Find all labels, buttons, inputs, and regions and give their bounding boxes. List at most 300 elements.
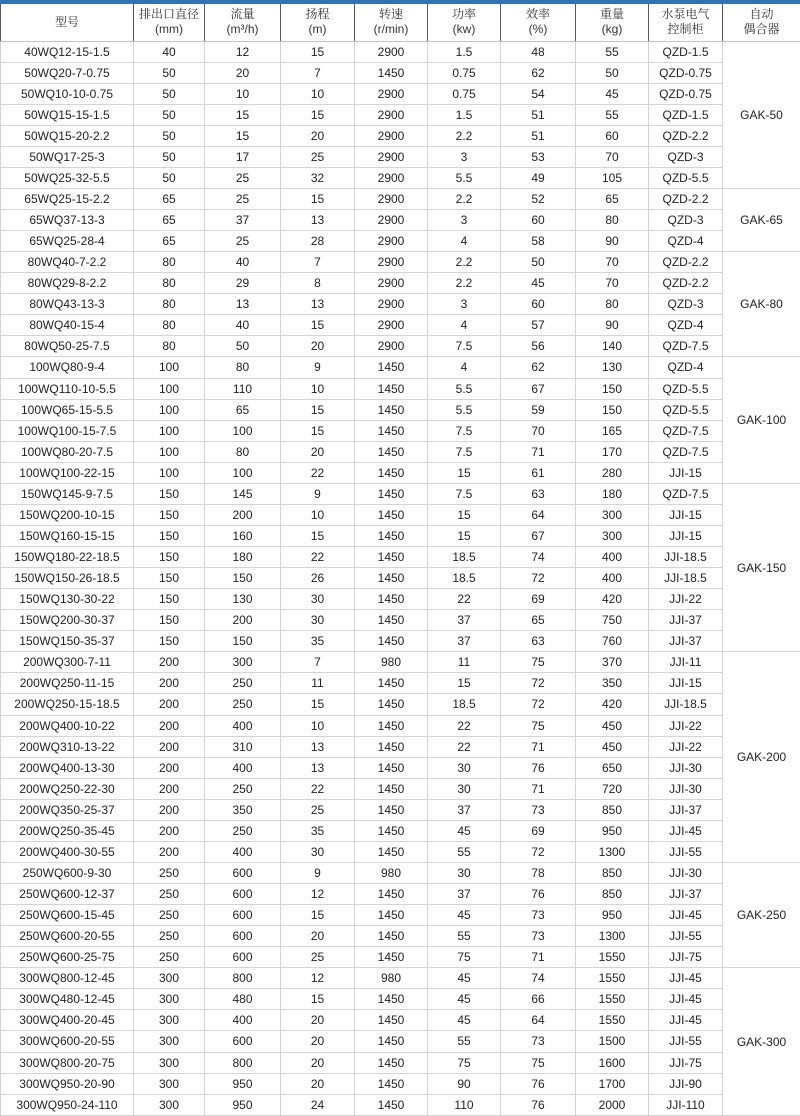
cell-power: 45 xyxy=(428,1010,501,1031)
cell-model: 250WQ600-9-30 xyxy=(1,862,134,883)
cell-power: 7.5 xyxy=(428,441,501,462)
cell-power: 18.5 xyxy=(428,547,501,568)
column-header-speed-line1: 转速 xyxy=(378,7,403,22)
cell-efficiency: 62 xyxy=(501,357,576,378)
cell-power: 45 xyxy=(428,989,501,1010)
cell-weight: 1550 xyxy=(576,1010,649,1031)
cell-speed: 1450 xyxy=(355,357,428,378)
cell-speed: 2900 xyxy=(355,125,428,146)
cell-weight: 350 xyxy=(576,673,649,694)
cell-weight: 1300 xyxy=(576,841,649,862)
cell-model: 250WQ600-15-45 xyxy=(1,905,134,926)
table-row xyxy=(1,294,800,315)
cell-cabinet: JJI-37 xyxy=(649,884,723,905)
cell-speed: 2900 xyxy=(355,252,428,273)
table-row xyxy=(1,167,800,188)
column-header-coupler xyxy=(723,4,800,41)
cell-speed: 1450 xyxy=(355,799,428,820)
cell-diameter: 200 xyxy=(134,820,205,841)
cell-diameter: 200 xyxy=(134,715,205,736)
cell-speed: 1450 xyxy=(355,1073,428,1094)
cell-head: 12 xyxy=(281,884,355,905)
cell-weight: 55 xyxy=(576,41,649,62)
cell-cabinet: JJI-55 xyxy=(649,841,723,862)
cell-cabinet: QZD-2.2 xyxy=(649,125,723,146)
cell-speed: 1450 xyxy=(355,441,428,462)
cell-speed: 1450 xyxy=(355,610,428,631)
cell-efficiency: 59 xyxy=(501,399,576,420)
cell-efficiency: 53 xyxy=(501,146,576,167)
table-row xyxy=(1,968,800,989)
cell-diameter: 100 xyxy=(134,378,205,399)
cell-model: 200WQ400-30-55 xyxy=(1,841,134,862)
cell-speed: 2900 xyxy=(355,188,428,209)
cell-efficiency: 58 xyxy=(501,231,576,252)
cell-power: 11 xyxy=(428,652,501,673)
cell-flow: 950 xyxy=(205,1094,281,1115)
cell-cabinet: JJI-15 xyxy=(649,462,723,483)
cell-diameter: 200 xyxy=(134,799,205,820)
cell-power: 7.5 xyxy=(428,483,501,504)
cell-flow: 15 xyxy=(205,125,281,146)
cell-model: 300WQ400-20-45 xyxy=(1,1010,134,1031)
cell-head: 13 xyxy=(281,757,355,778)
cell-cabinet: JJI-110 xyxy=(649,1094,723,1115)
cell-speed: 1450 xyxy=(355,694,428,715)
cell-power: 75 xyxy=(428,1052,501,1073)
cell-power: 3 xyxy=(428,210,501,231)
cell-power: 30 xyxy=(428,757,501,778)
cell-speed: 1450 xyxy=(355,568,428,589)
cell-cabinet: QZD-5.5 xyxy=(649,378,723,399)
cell-speed: 1450 xyxy=(355,1094,428,1115)
cell-cabinet: JJI-22 xyxy=(649,736,723,757)
cell-diameter: 150 xyxy=(134,504,205,525)
cell-head: 22 xyxy=(281,547,355,568)
cell-speed: 2900 xyxy=(355,167,428,188)
column-header-head-line1: 扬程 xyxy=(305,7,330,22)
cell-speed: 2900 xyxy=(355,104,428,125)
cell-power: 7.5 xyxy=(428,336,501,357)
cell-head: 20 xyxy=(281,1052,355,1073)
column-header-flow-line1: 流量 xyxy=(230,7,255,22)
cell-weight: 1700 xyxy=(576,1073,649,1094)
cell-model: 50WQ25-32-5.5 xyxy=(1,167,134,188)
column-header-cabinet-line1: 水泵电气 xyxy=(661,7,710,22)
cell-head: 7 xyxy=(281,62,355,83)
column-header-model xyxy=(1,4,134,41)
column-header-weight-line2: (kg) xyxy=(601,22,623,37)
cell-cabinet: JJI-45 xyxy=(649,989,723,1010)
cell-model: 65WQ25-15-2.2 xyxy=(1,188,134,209)
cell-weight: 850 xyxy=(576,884,649,905)
cell-cabinet: QZD-7.5 xyxy=(649,336,723,357)
cell-model: 200WQ350-25-37 xyxy=(1,799,134,820)
cell-model: 150WQ150-26-18.5 xyxy=(1,568,134,589)
cell-model: 50WQ10-10-0.75 xyxy=(1,83,134,104)
cell-cabinet: QZD-5.5 xyxy=(649,167,723,188)
cell-head: 15 xyxy=(281,188,355,209)
table-row xyxy=(1,652,800,673)
cell-flow: 300 xyxy=(205,652,281,673)
table-row xyxy=(1,41,800,62)
cell-diameter: 100 xyxy=(134,399,205,420)
cell-diameter: 200 xyxy=(134,736,205,757)
cell-flow: 130 xyxy=(205,589,281,610)
cell-efficiency: 62 xyxy=(501,62,576,83)
cell-flow: 180 xyxy=(205,547,281,568)
cell-efficiency: 72 xyxy=(501,841,576,862)
table-row xyxy=(1,104,800,125)
cell-weight: 130 xyxy=(576,357,649,378)
cell-diameter: 300 xyxy=(134,968,205,989)
column-header-efficiency-line1: 效率 xyxy=(525,7,550,22)
cell-efficiency: 73 xyxy=(501,926,576,947)
cell-power: 37 xyxy=(428,610,501,631)
cell-efficiency: 69 xyxy=(501,589,576,610)
cell-flow: 250 xyxy=(205,820,281,841)
cell-speed: 1450 xyxy=(355,462,428,483)
cell-flow: 400 xyxy=(205,715,281,736)
cell-head: 35 xyxy=(281,631,355,652)
cell-speed: 1450 xyxy=(355,841,428,862)
column-header-diameter-line1: 排出口直径 xyxy=(138,7,199,22)
cell-model: 150WQ160-15-15 xyxy=(1,525,134,546)
cell-cabinet: JJI-45 xyxy=(649,820,723,841)
cell-speed: 2900 xyxy=(355,273,428,294)
cell-power: 4 xyxy=(428,315,501,336)
cell-cabinet: QZD-7.5 xyxy=(649,483,723,504)
cell-coupler-group: GAK-50 xyxy=(723,41,800,188)
cell-speed: 1450 xyxy=(355,1010,428,1031)
column-header-weight xyxy=(576,4,649,41)
cell-efficiency: 49 xyxy=(501,167,576,188)
cell-model: 50WQ15-15-1.5 xyxy=(1,104,134,125)
cell-flow: 950 xyxy=(205,1073,281,1094)
cell-head: 11 xyxy=(281,673,355,694)
cell-power: 15 xyxy=(428,504,501,525)
cell-efficiency: 71 xyxy=(501,736,576,757)
cell-model: 100WQ80-20-7.5 xyxy=(1,441,134,462)
cell-flow: 10 xyxy=(205,83,281,104)
cell-diameter: 150 xyxy=(134,547,205,568)
cell-flow: 25 xyxy=(205,188,281,209)
cell-model: 200WQ250-35-45 xyxy=(1,820,134,841)
cell-head: 15 xyxy=(281,905,355,926)
table-row xyxy=(1,420,800,441)
cell-cabinet: QZD-1.5 xyxy=(649,41,723,62)
cell-flow: 145 xyxy=(205,483,281,504)
cell-power: 37 xyxy=(428,631,501,652)
table-row xyxy=(1,146,800,167)
cell-speed: 1450 xyxy=(355,420,428,441)
cell-weight: 850 xyxy=(576,862,649,883)
cell-diameter: 250 xyxy=(134,926,205,947)
cell-power: 18.5 xyxy=(428,568,501,589)
cell-coupler-group: GAK-200 xyxy=(723,652,800,863)
cell-diameter: 200 xyxy=(134,673,205,694)
cell-weight: 2000 xyxy=(576,1094,649,1115)
cell-cabinet: QZD-7.5 xyxy=(649,420,723,441)
cell-coupler-group: GAK-100 xyxy=(723,357,800,483)
table-row xyxy=(1,799,800,820)
cell-efficiency: 45 xyxy=(501,273,576,294)
cell-head: 28 xyxy=(281,231,355,252)
cell-cabinet: QZD-3 xyxy=(649,294,723,315)
cell-flow: 100 xyxy=(205,420,281,441)
cell-weight: 760 xyxy=(576,631,649,652)
cell-efficiency: 75 xyxy=(501,1052,576,1073)
cell-model: 200WQ400-13-30 xyxy=(1,757,134,778)
cell-diameter: 300 xyxy=(134,1010,205,1031)
column-header-head xyxy=(281,4,355,41)
cell-flow: 150 xyxy=(205,631,281,652)
cell-weight: 150 xyxy=(576,378,649,399)
cell-head: 13 xyxy=(281,736,355,757)
cell-diameter: 100 xyxy=(134,357,205,378)
cell-head: 20 xyxy=(281,336,355,357)
cell-flow: 400 xyxy=(205,1010,281,1031)
cell-model: 250WQ600-12-37 xyxy=(1,884,134,905)
cell-model: 200WQ250-15-18.5 xyxy=(1,694,134,715)
cell-speed: 1450 xyxy=(355,1031,428,1052)
cell-weight: 105 xyxy=(576,167,649,188)
table-row xyxy=(1,483,800,504)
cell-head: 15 xyxy=(281,525,355,546)
cell-diameter: 80 xyxy=(134,315,205,336)
cell-efficiency: 76 xyxy=(501,1073,576,1094)
table-row xyxy=(1,62,800,83)
cell-weight: 420 xyxy=(576,694,649,715)
cell-flow: 200 xyxy=(205,610,281,631)
cell-flow: 600 xyxy=(205,1031,281,1052)
table-row xyxy=(1,841,800,862)
cell-efficiency: 72 xyxy=(501,694,576,715)
cell-head: 30 xyxy=(281,841,355,862)
cell-efficiency: 73 xyxy=(501,905,576,926)
column-header-cabinet xyxy=(649,4,723,41)
table-row xyxy=(1,715,800,736)
cell-model: 200WQ250-22-30 xyxy=(1,778,134,799)
cell-cabinet: JJI-75 xyxy=(649,947,723,968)
cell-weight: 1300 xyxy=(576,926,649,947)
cell-speed: 1450 xyxy=(355,778,428,799)
cell-efficiency: 60 xyxy=(501,294,576,315)
cell-efficiency: 50 xyxy=(501,252,576,273)
cell-power: 3 xyxy=(428,146,501,167)
cell-cabinet: JJI-15 xyxy=(649,504,723,525)
table-row xyxy=(1,357,800,378)
cell-speed: 1450 xyxy=(355,483,428,504)
table-row xyxy=(1,926,800,947)
table-row xyxy=(1,315,800,336)
cell-diameter: 150 xyxy=(134,525,205,546)
cell-efficiency: 67 xyxy=(501,525,576,546)
cell-speed: 1450 xyxy=(355,947,428,968)
cell-model: 150WQ145-9-7.5 xyxy=(1,483,134,504)
cell-flow: 310 xyxy=(205,736,281,757)
cell-power: 22 xyxy=(428,736,501,757)
cell-weight: 1500 xyxy=(576,1031,649,1052)
cell-cabinet: JJI-22 xyxy=(649,715,723,736)
cell-efficiency: 64 xyxy=(501,504,576,525)
cell-efficiency: 75 xyxy=(501,652,576,673)
cell-speed: 2900 xyxy=(355,315,428,336)
cell-diameter: 40 xyxy=(134,41,205,62)
cell-efficiency: 74 xyxy=(501,547,576,568)
cell-weight: 150 xyxy=(576,399,649,420)
column-header-diameter xyxy=(134,4,205,41)
cell-flow: 80 xyxy=(205,357,281,378)
cell-diameter: 150 xyxy=(134,483,205,504)
cell-weight: 280 xyxy=(576,462,649,483)
cell-weight: 300 xyxy=(576,525,649,546)
cell-efficiency: 76 xyxy=(501,1094,576,1115)
cell-speed: 2900 xyxy=(355,146,428,167)
cell-flow: 480 xyxy=(205,989,281,1010)
cell-diameter: 80 xyxy=(134,252,205,273)
cell-diameter: 200 xyxy=(134,652,205,673)
table-row xyxy=(1,757,800,778)
cell-diameter: 65 xyxy=(134,231,205,252)
cell-model: 150WQ200-10-15 xyxy=(1,504,134,525)
cell-cabinet: JJI-45 xyxy=(649,905,723,926)
cell-cabinet: JJI-90 xyxy=(649,1073,723,1094)
cell-speed: 1450 xyxy=(355,399,428,420)
cell-head: 15 xyxy=(281,420,355,441)
cell-speed: 1450 xyxy=(355,884,428,905)
cell-model: 65WQ25-28-4 xyxy=(1,231,134,252)
cell-flow: 600 xyxy=(205,905,281,926)
cell-efficiency: 76 xyxy=(501,884,576,905)
cell-model: 100WQ65-15-5.5 xyxy=(1,399,134,420)
cell-model: 80WQ29-8-2.2 xyxy=(1,273,134,294)
table-body xyxy=(1,41,800,1116)
cell-efficiency: 60 xyxy=(501,210,576,231)
cell-weight: 50 xyxy=(576,62,649,83)
cell-speed: 1450 xyxy=(355,989,428,1010)
cell-diameter: 150 xyxy=(134,589,205,610)
table-row xyxy=(1,336,800,357)
cell-efficiency: 73 xyxy=(501,1031,576,1052)
cell-diameter: 100 xyxy=(134,462,205,483)
cell-head: 7 xyxy=(281,252,355,273)
cell-speed: 2900 xyxy=(355,294,428,315)
cell-cabinet: JJI-18.5 xyxy=(649,568,723,589)
cell-speed: 1450 xyxy=(355,715,428,736)
cell-cabinet: JJI-37 xyxy=(649,799,723,820)
table-row xyxy=(1,1031,800,1052)
cell-cabinet: JJI-30 xyxy=(649,862,723,883)
cell-flow: 200 xyxy=(205,504,281,525)
cell-cabinet: JJI-75 xyxy=(649,1052,723,1073)
cell-diameter: 300 xyxy=(134,1052,205,1073)
table-row xyxy=(1,947,800,968)
table-row xyxy=(1,568,800,589)
cell-weight: 70 xyxy=(576,252,649,273)
cell-power: 22 xyxy=(428,715,501,736)
cell-flow: 400 xyxy=(205,757,281,778)
cell-speed: 1450 xyxy=(355,525,428,546)
cell-coupler-group: GAK-250 xyxy=(723,862,800,967)
cell-cabinet: JJI-18.5 xyxy=(649,694,723,715)
table-row xyxy=(1,231,800,252)
cell-cabinet: JJI-15 xyxy=(649,673,723,694)
table-row xyxy=(1,1094,800,1115)
cell-flow: 250 xyxy=(205,694,281,715)
cell-efficiency: 72 xyxy=(501,568,576,589)
table-row xyxy=(1,125,800,146)
table-row xyxy=(1,525,800,546)
cell-cabinet: JJI-11 xyxy=(649,652,723,673)
cell-cabinet: QZD-1.5 xyxy=(649,104,723,125)
cell-power: 2.2 xyxy=(428,188,501,209)
cell-power: 0.75 xyxy=(428,62,501,83)
cell-power: 1.5 xyxy=(428,104,501,125)
cell-diameter: 100 xyxy=(134,441,205,462)
cell-flow: 17 xyxy=(205,146,281,167)
cell-diameter: 200 xyxy=(134,757,205,778)
cell-head: 20 xyxy=(281,1031,355,1052)
cell-speed: 1450 xyxy=(355,736,428,757)
cell-head: 24 xyxy=(281,1094,355,1115)
cell-power: 15 xyxy=(428,673,501,694)
cell-diameter: 300 xyxy=(134,1031,205,1052)
cell-head: 32 xyxy=(281,167,355,188)
column-header-efficiency xyxy=(501,4,576,41)
cell-weight: 370 xyxy=(576,652,649,673)
cell-coupler-group: GAK-150 xyxy=(723,483,800,652)
cell-power: 7.5 xyxy=(428,420,501,441)
cell-power: 37 xyxy=(428,799,501,820)
cell-weight: 60 xyxy=(576,125,649,146)
cell-efficiency: 65 xyxy=(501,610,576,631)
cell-cabinet: QZD-0.75 xyxy=(649,83,723,104)
cell-cabinet: JJI-22 xyxy=(649,589,723,610)
cell-diameter: 150 xyxy=(134,631,205,652)
cell-efficiency: 67 xyxy=(501,378,576,399)
cell-speed: 1450 xyxy=(355,378,428,399)
cell-efficiency: 63 xyxy=(501,631,576,652)
cell-weight: 950 xyxy=(576,820,649,841)
cell-efficiency: 64 xyxy=(501,1010,576,1031)
cell-diameter: 150 xyxy=(134,610,205,631)
table-row xyxy=(1,862,800,883)
column-header-flow xyxy=(205,4,281,41)
table-row xyxy=(1,378,800,399)
cell-flow: 65 xyxy=(205,399,281,420)
table-header xyxy=(1,4,800,41)
cell-weight: 850 xyxy=(576,799,649,820)
cell-power: 5.5 xyxy=(428,399,501,420)
cell-weight: 90 xyxy=(576,231,649,252)
cell-diameter: 50 xyxy=(134,83,205,104)
cell-flow: 15 xyxy=(205,104,281,125)
cell-speed: 2900 xyxy=(355,336,428,357)
cell-weight: 165 xyxy=(576,420,649,441)
cell-cabinet: JJI-55 xyxy=(649,1031,723,1052)
cell-power: 90 xyxy=(428,1073,501,1094)
cell-head: 25 xyxy=(281,947,355,968)
cell-weight: 80 xyxy=(576,294,649,315)
table-row xyxy=(1,504,800,525)
cell-power: 55 xyxy=(428,1031,501,1052)
cell-flow: 400 xyxy=(205,841,281,862)
table-row xyxy=(1,1052,800,1073)
cell-flow: 160 xyxy=(205,525,281,546)
cell-weight: 1550 xyxy=(576,989,649,1010)
cell-power: 2.2 xyxy=(428,125,501,146)
